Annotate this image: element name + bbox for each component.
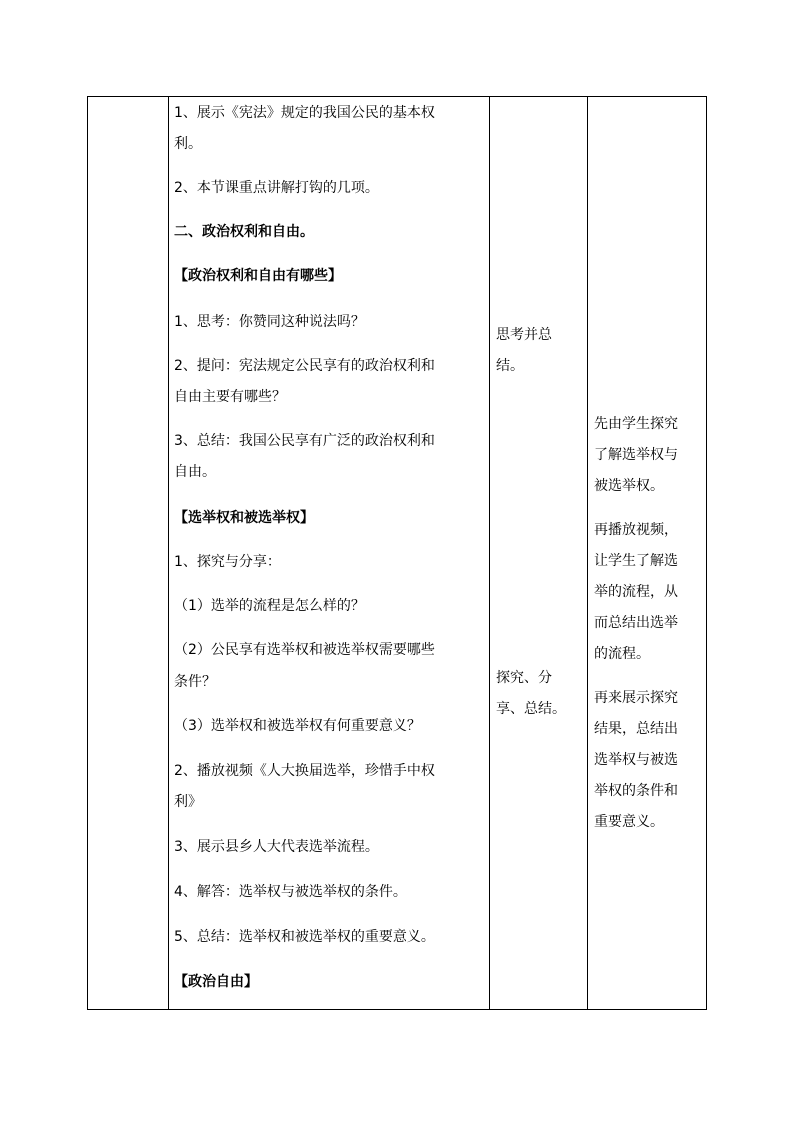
content-line: 2、本节课重点讲解打钩的几项。 (174, 180, 379, 196)
column-divider (489, 97, 490, 1009)
content-line: （1）选举的流程是怎么样的？ (174, 598, 365, 614)
student-line: 享、总结。 (496, 701, 566, 717)
content-line: 利》 (174, 794, 202, 810)
content-line: 4、解答：选举权与被选举权的条件。 (174, 884, 407, 900)
intent-line: 结果，总结出 (594, 721, 678, 737)
content-line: 1、展示《宪法》规定的我国公民的基本权 (174, 105, 435, 121)
lesson-table (87, 96, 707, 1010)
intent-line: 再播放视频， (594, 522, 678, 538)
section-heading: 二、政治权利和自由。 (174, 224, 314, 240)
content-line: 自由主要有哪些？ (174, 389, 286, 405)
content-line: 2、播放视频《人大换届选举，珍惜手中权 (174, 763, 435, 779)
intent-line: 先由学生探究 (594, 416, 678, 432)
design-intent-column (594, 97, 706, 1009)
content-line: 自由。 (174, 464, 216, 480)
content-line: （2）公民享有选举权和被选举权需要哪些 (174, 642, 435, 658)
teacher-activity-column (174, 97, 488, 1009)
intent-line: 再来展示探究 (594, 690, 678, 706)
intent-line: 重要意义。 (594, 814, 664, 830)
content-line: 5、总结：选举权和被选举权的重要意义。 (174, 929, 435, 945)
intent-line: 选举权与被选 (594, 752, 678, 768)
empty-stage-column (88, 97, 168, 1009)
student-activity-column (496, 97, 586, 1009)
intent-line: 的流程。 (594, 646, 650, 662)
intent-line: 被选举权。 (594, 478, 664, 494)
intent-line: 举权的条件和 (594, 783, 678, 799)
content-line: 3、总结：我国公民享有广泛的政治权利和 (174, 433, 435, 449)
subsection-heading: 【政治自由】 (174, 974, 258, 990)
content-line: 1、探究与分享： (174, 554, 281, 570)
column-divider (587, 97, 588, 1009)
content-line: 1、思考：你赞同这种说法吗？ (174, 314, 365, 330)
content-line: 条件？ (174, 674, 216, 690)
intent-line: 而总结出选举 (594, 615, 678, 631)
intent-line: 让学生了解选 (594, 553, 678, 569)
intent-line: 了解选举权与 (594, 447, 678, 463)
content-line: 3、展示县乡人大代表选举流程。 (174, 839, 379, 855)
content-line: 2、提问：宪法规定公民享有的政治权利和 (174, 358, 435, 374)
subsection-heading: 【政治权利和自由有哪些】 (174, 268, 342, 284)
content-line: 利。 (174, 136, 202, 152)
subsection-heading: 【选举权和被选举权】 (174, 510, 314, 526)
student-line: 结。 (496, 358, 524, 374)
student-line: 探究、分 (496, 670, 552, 686)
student-line: 思考并总 (496, 327, 552, 343)
column-divider (168, 97, 169, 1009)
content-line: （3）选举权和被选举权有何重要意义？ (174, 718, 421, 734)
intent-line: 举的流程，从 (594, 584, 678, 600)
